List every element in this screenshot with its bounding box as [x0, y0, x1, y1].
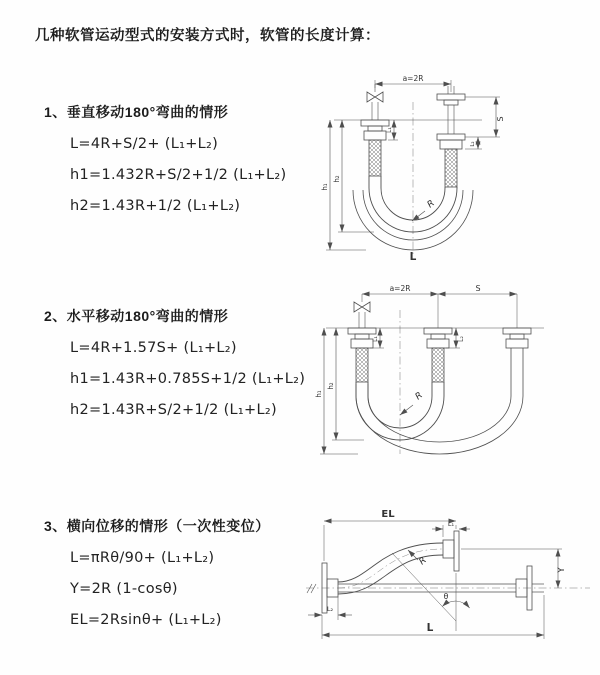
- formula-line: Y=2R (1-cosθ): [70, 581, 178, 597]
- dim-label-h1: h₁: [315, 390, 323, 398]
- valve-icon: [367, 92, 383, 102]
- radius-label: R: [417, 555, 429, 568]
- dim-label-s: S: [496, 116, 505, 122]
- diagram-horizontal-180-bend: [312, 284, 597, 459]
- formula-line: h2=1.43R+S/2+1/2 (L₁+L₂): [70, 402, 277, 418]
- formula-line: L=4R+S/2+ (L₁+L₂): [70, 136, 219, 152]
- section-1-heading: 1、垂直移动180°弯曲的情形: [44, 104, 229, 120]
- dim-label-l1: L₁: [372, 336, 379, 342]
- radius-label: R: [425, 198, 437, 211]
- top-right-flange-fitting: [443, 531, 459, 571]
- dim-label-l2: L₂: [326, 605, 334, 613]
- angle-label: θ: [443, 592, 449, 601]
- radius-label: R: [413, 390, 425, 403]
- formula-line: L=4R+1.57S+ (L₁+L₂): [70, 340, 237, 356]
- diagram-vertical-180-bend: [318, 72, 583, 262]
- dim-label-l1: L₁: [447, 520, 455, 528]
- section-2-heading: 2、水平移动180°弯曲的情形: [44, 308, 229, 324]
- section-2: [44, 306, 305, 419]
- dim-label-h2: h₂: [327, 382, 335, 390]
- dim-label-a2r: a=2R: [402, 74, 424, 83]
- formula-line: h1=1.43R+0.785S+1/2 (L₁+L₂): [70, 371, 306, 387]
- right-flange-fitting: [437, 86, 465, 187]
- pipe-break-mark: [307, 584, 316, 593]
- dim-label-s: S: [475, 284, 481, 293]
- dim-label-l2: L₂: [470, 141, 476, 147]
- page-title: 几种软管运动型式的安装方式时，软管的长度计算：: [35, 28, 380, 44]
- left-flange-fitting: [361, 120, 389, 176]
- left-flange-fitting: [348, 328, 376, 382]
- length-label: L: [409, 251, 417, 262]
- dim-label-l2: L₂: [458, 336, 465, 342]
- section-1: [44, 102, 286, 215]
- right-flange-fitting: [503, 328, 531, 348]
- dim-label-el: EL: [381, 509, 395, 520]
- section-3-heading: 3、横向位移的情形（一次性变位）: [44, 518, 270, 534]
- valve-icon: [354, 302, 370, 312]
- dim-label-l1: L₁: [386, 127, 393, 133]
- formula-line: h1=1.432R+S/2+1/2 (L₁+L₂): [70, 167, 287, 183]
- dim-label-h1: h₁: [321, 183, 329, 191]
- middle-flange-fitting: [424, 328, 452, 382]
- dim-label-h2: h₂: [333, 175, 341, 183]
- formula-line: h2=1.43R+1/2 (L₁+L₂): [70, 198, 241, 214]
- section-3: [44, 516, 270, 629]
- diagram-lateral-displacement: [300, 503, 595, 653]
- dim-label-y: Y: [557, 567, 567, 573]
- formula-line: L=πRθ/90+ (L₁+L₂): [70, 550, 215, 566]
- dim-label-a2r: a=2R: [389, 284, 411, 293]
- length-label: L: [426, 622, 434, 634]
- formula-line: EL=2Rsinθ+ (L₁+L₂): [70, 612, 222, 628]
